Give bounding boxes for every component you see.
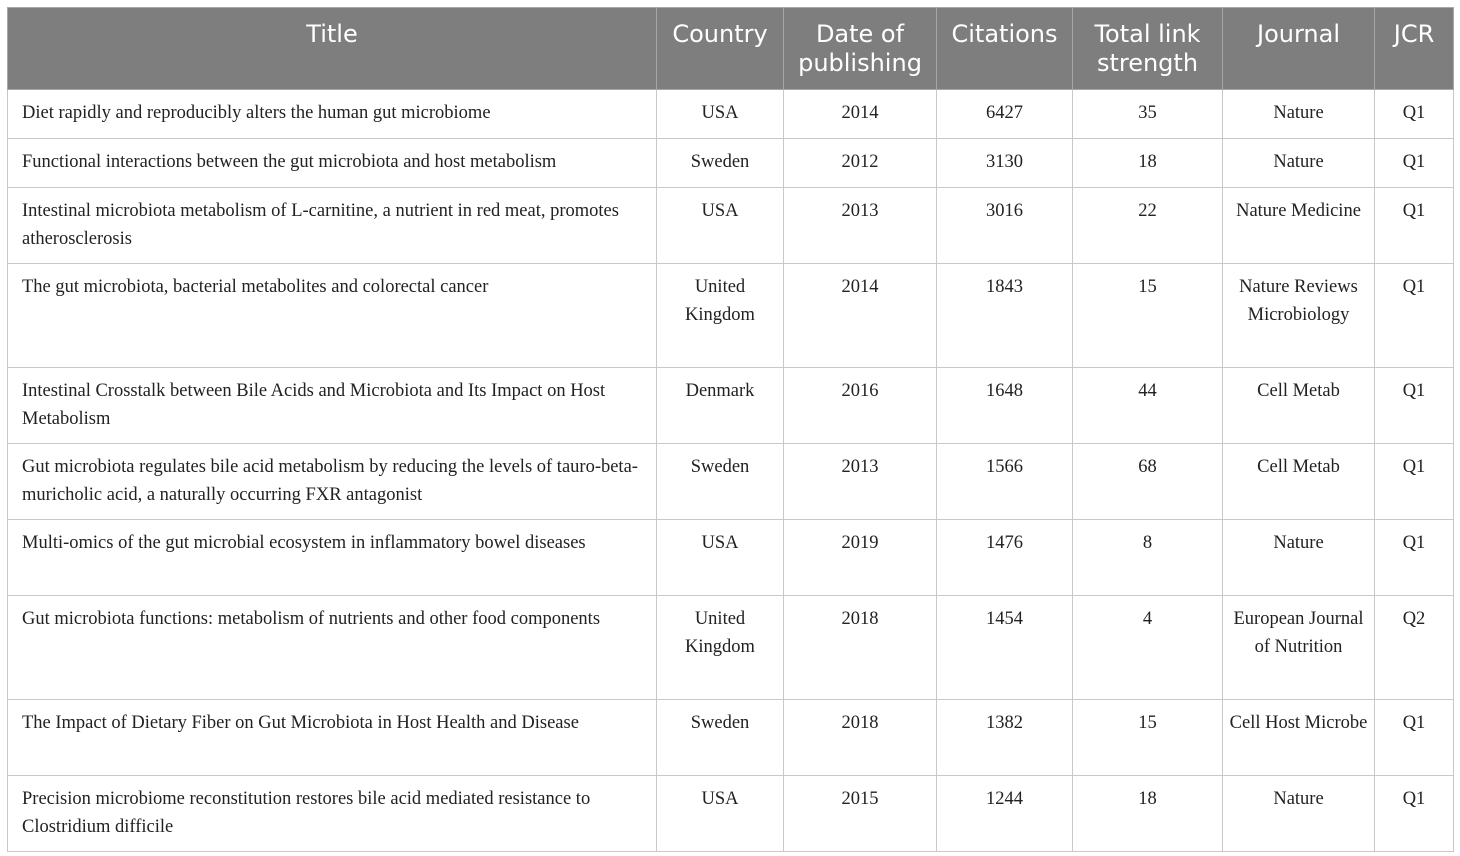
- cell-jcr: Q1: [1375, 368, 1454, 444]
- cell-journal: Nature: [1223, 90, 1375, 139]
- cell-country: Sweden: [657, 139, 784, 188]
- header-date-of-publishing: Date of publishing: [784, 8, 937, 90]
- cell-country: Denmark: [657, 368, 784, 444]
- cell-date: 2012: [784, 139, 937, 188]
- cell-journal: Cell Metab: [1223, 444, 1375, 520]
- cell-date: 2015: [784, 776, 937, 852]
- table-row: [8, 444, 1454, 520]
- table-row: [8, 188, 1454, 264]
- cell-link-strength: 18: [1073, 139, 1223, 188]
- table-row: [8, 596, 1454, 700]
- cell-date: 2014: [784, 90, 937, 139]
- cell-title: The Impact of Dietary Fiber on Gut Microbiota in Host Health and Disease: [8, 700, 657, 776]
- cell-link-strength: 15: [1073, 700, 1223, 776]
- cell-citations: 1843: [937, 264, 1073, 368]
- cell-link-strength: 35: [1073, 90, 1223, 139]
- cell-title: The gut microbiota, bacterial metabolites and colorectal cancer: [8, 264, 657, 368]
- cell-date: 2013: [784, 444, 937, 520]
- cell-jcr: Q1: [1375, 444, 1454, 520]
- cell-citations: 6427: [937, 90, 1073, 139]
- cell-date: 2019: [784, 520, 937, 596]
- cell-country: Sweden: [657, 700, 784, 776]
- cell-title: Precision microbiome reconstitution restores bile acid mediated resistance to Clostridium difficile: [8, 776, 657, 852]
- cell-jcr: Q1: [1375, 700, 1454, 776]
- cell-title: Intestinal Crosstalk between Bile Acids and Microbiota and Its Impact on Host Metabolism: [8, 368, 657, 444]
- cell-country: USA: [657, 520, 784, 596]
- cell-country: USA: [657, 776, 784, 852]
- cell-title: Gut microbiota functions: metabolism of nutrients and other food components: [8, 596, 657, 700]
- cell-jcr: Q1: [1375, 520, 1454, 596]
- cell-link-strength: 4: [1073, 596, 1223, 700]
- cell-date: 2014: [784, 264, 937, 368]
- cell-jcr: Q1: [1375, 139, 1454, 188]
- table-row: [8, 139, 1454, 188]
- cell-country: USA: [657, 188, 784, 264]
- table-row: [8, 368, 1454, 444]
- cell-journal: Nature Medicine: [1223, 188, 1375, 264]
- cell-journal: Nature: [1223, 520, 1375, 596]
- cell-link-strength: 44: [1073, 368, 1223, 444]
- cell-link-strength: 15: [1073, 264, 1223, 368]
- cell-journal: Cell Metab: [1223, 368, 1375, 444]
- cell-citations: 1382: [937, 700, 1073, 776]
- cell-journal: Cell Host Microbe: [1223, 700, 1375, 776]
- cell-link-strength: 68: [1073, 444, 1223, 520]
- cell-title: Diet rapidly and reproducibly alters the human gut microbiome: [8, 90, 657, 139]
- cell-jcr: Q1: [1375, 264, 1454, 368]
- cell-date: 2013: [784, 188, 937, 264]
- table-row: [8, 776, 1454, 852]
- cell-title: Gut microbiota regulates bile acid metabolism by reducing the levels of tauro-beta-muricholic acid, a naturally occurring FXR antagonist: [8, 444, 657, 520]
- header-citations: Citations: [937, 8, 1073, 90]
- cell-citations: 1244: [937, 776, 1073, 852]
- header-journal: Journal: [1223, 8, 1375, 90]
- cell-date: 2018: [784, 596, 937, 700]
- cell-citations: 1648: [937, 368, 1073, 444]
- cell-country: Sweden: [657, 444, 784, 520]
- cell-jcr: Q1: [1375, 90, 1454, 139]
- cell-jcr: Q1: [1375, 776, 1454, 852]
- cell-link-strength: 8: [1073, 520, 1223, 596]
- cell-citations: 1566: [937, 444, 1073, 520]
- cell-jcr: Q1: [1375, 188, 1454, 264]
- cell-title: Multi-omics of the gut microbial ecosystem in inflammatory bowel diseases: [8, 520, 657, 596]
- table-row: [8, 700, 1454, 776]
- cell-country: USA: [657, 90, 784, 139]
- cell-citations: 3016: [937, 188, 1073, 264]
- cell-journal: European Journal of Nutrition: [1223, 596, 1375, 700]
- cell-citations: 1476: [937, 520, 1073, 596]
- cell-date: 2016: [784, 368, 937, 444]
- header-country: Country: [657, 8, 784, 90]
- cell-journal: Nature: [1223, 776, 1375, 852]
- cell-citations: 3130: [937, 139, 1073, 188]
- cell-country: United Kingdom: [657, 264, 784, 368]
- header-jcr: JCR: [1375, 8, 1454, 90]
- table-row: [8, 520, 1454, 596]
- publications-table: [7, 7, 1454, 852]
- cell-country: United Kingdom: [657, 596, 784, 700]
- cell-link-strength: 22: [1073, 188, 1223, 264]
- header-total-link-strength: Total link strength: [1073, 8, 1223, 90]
- cell-journal: Nature: [1223, 139, 1375, 188]
- header-row: [8, 8, 1454, 90]
- cell-title: Intestinal microbiota metabolism of L-carnitine, a nutrient in red meat, promotes atherosclerosis: [8, 188, 657, 264]
- cell-citations: 1454: [937, 596, 1073, 700]
- cell-journal: Nature Reviews Microbiology: [1223, 264, 1375, 368]
- table-row: [8, 90, 1454, 139]
- cell-date: 2018: [784, 700, 937, 776]
- cell-jcr: Q2: [1375, 596, 1454, 700]
- cell-title: Functional interactions between the gut microbiota and host metabolism: [8, 139, 657, 188]
- table-row: [8, 264, 1454, 368]
- cell-link-strength: 18: [1073, 776, 1223, 852]
- header-title: Title: [8, 8, 657, 90]
